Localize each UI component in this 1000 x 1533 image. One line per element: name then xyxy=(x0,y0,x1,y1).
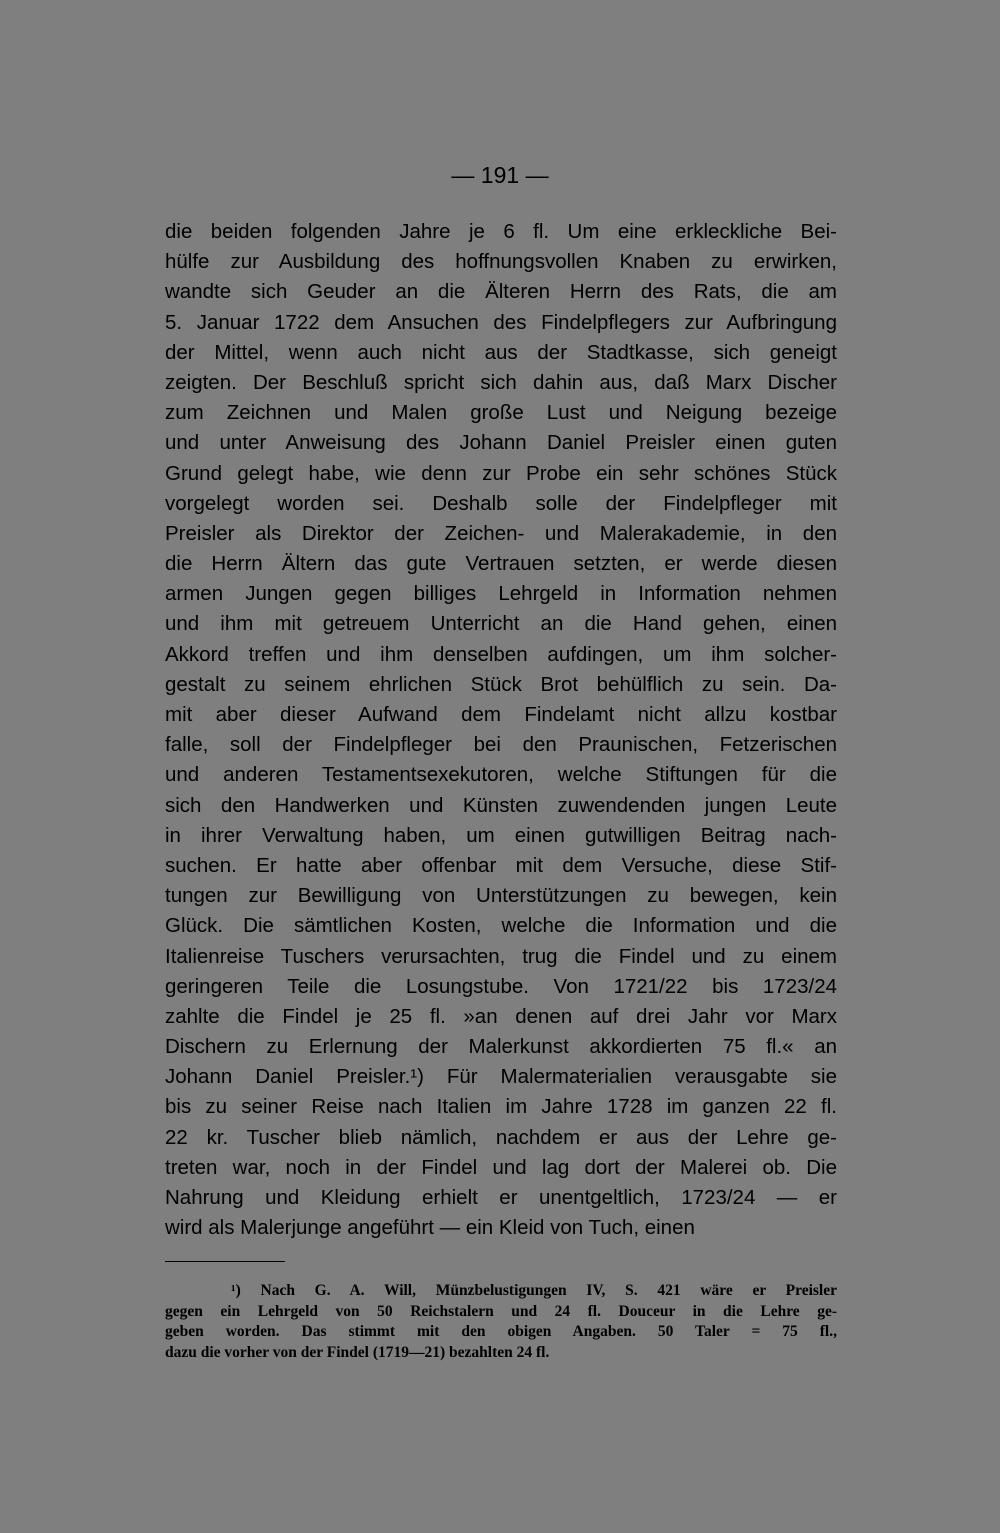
text-line: 5. Januar 1722 dem Ansuchen des Findelpflegers zur Aufbringung xyxy=(165,310,837,334)
text-line: bis zu seiner Reise nach Italien im Jahre 1728 im ganzen 22 fl. xyxy=(165,1095,837,1119)
text-line: die Herrn Ältern das gute Vertrauen setzten, er werde diesen xyxy=(165,552,837,576)
text-line: Grund gelegt habe, wie denn zur Probe ein sehr schönes Stück xyxy=(165,461,837,485)
text-line: wandte sich Geuder an die Älteren Herrn des Rats, die am xyxy=(165,280,837,304)
text-line: Italienreise Tuschers verursachten, trug die Findel und zu einem xyxy=(165,944,837,968)
text-line: treten war, noch in der Findel und lag dort der Malerei ob. Die xyxy=(165,1155,837,1179)
footnote-line: gegen ein Lehrgeld von 50 Reichstalern und 24 fl. Douceur in die Lehre ge- xyxy=(165,1302,837,1320)
text-line: Preisler als Direktor der Zeichen- und Malerakademie, in den xyxy=(165,521,837,545)
text-line: die beiden folgenden Jahre je 6 fl. Um eine erkleckliche Bei- xyxy=(165,220,837,243)
text-line: Akkord treffen und ihm denselben aufdingen, um ihm solcher- xyxy=(165,642,837,666)
text-line: 22 kr. Tuscher blieb nämlich, nachdem er aus der Lehre ge- xyxy=(165,1125,837,1149)
text-line: gestalt zu seinem ehrlichen Stück Brot behülflich zu sein. Da- xyxy=(165,672,837,696)
text-line: und unter Anweisung des Johann Daniel Preisler einen guten xyxy=(165,431,837,455)
text-line: tungen zur Bewilligung von Unterstützungen zu bewegen, kein xyxy=(165,884,837,908)
text-line: Johann Daniel Preisler.¹) Für Malermaterialien verausgabte sie xyxy=(165,1065,837,1089)
body-text xyxy=(165,217,837,1243)
text-line: sich den Handwerken und Künsten zuwendenden jungen Leute xyxy=(165,793,837,817)
text-line: suchen. Er hatte aber offenbar mit dem Versuche, diese Stif- xyxy=(165,853,837,877)
text-line: zahlte die Findel je 25 fl. »an denen auf drei Jahr vor Marx xyxy=(165,1004,837,1028)
footnote-divider xyxy=(165,1261,285,1262)
text-line: geringeren Teile die Losungstube. Von 1721/22 bis 1723/24 xyxy=(165,974,837,998)
text-line: Glück. Die sämtlichen Kosten, welche die Information und die xyxy=(165,914,837,938)
text-line: in ihrer Verwaltung haben, um einen gutwilligen Beitrag nach- xyxy=(165,823,837,847)
footnote-line: geben worden. Das stimmt mit den obigen Angaben. 50 Taler = 75 fl., xyxy=(165,1323,837,1340)
text-line: vorgelegt worden sei. Deshalb solle der Findelpfleger mit xyxy=(165,491,837,515)
text-line: Nahrung und Kleidung erhielt er unentgeltlich, 1723/24 — er xyxy=(165,1186,837,1209)
footnote xyxy=(165,1281,837,1363)
text-line: Dischern zu Erlernung der Malerkunst akkordierten 75 fl.« an xyxy=(165,1035,837,1059)
text-line: hülfe zur Ausbildung des hoffnungsvollen Knaben zu erwirken, xyxy=(165,250,837,274)
text-line: zum Zeichnen und Malen große Lust und Neigung bezeige xyxy=(165,401,837,425)
footnote-line: dazu die vorher von der Findel (1719—21) bezahlten 24 fl. xyxy=(165,1343,550,1361)
footnote-line: ¹) Nach G. A. Will, Münzbelustigungen IV, S. 421 wäre er Preisler xyxy=(231,1282,837,1299)
text-line: und ihm mit getreuem Unterricht an die Hand gehen, einen xyxy=(165,612,837,636)
text-line: wird als Malerjunge angeführt — ein Kleid von Tuch, einen xyxy=(165,1216,695,1240)
text-line: zeigten. Der Beschluß spricht sich dahin aus, daß Marx Discher xyxy=(165,370,837,394)
text-line: falle, soll der Findelpfleger bei den Praunischen, Fetzerischen xyxy=(165,733,837,757)
text-line: mit aber dieser Aufwand dem Findelamt nicht allzu kostbar xyxy=(165,703,837,726)
text-line: armen Jungen gegen billiges Lehrgeld in Information nehmen xyxy=(165,582,837,606)
page-number: — 191 — xyxy=(451,162,549,188)
text-line: und anderen Testamentsexekutoren, welche Stiftungen für die xyxy=(165,763,837,787)
text-line: der Mittel, wenn auch nicht aus der Stadtkasse, sich geneigt xyxy=(165,340,837,364)
